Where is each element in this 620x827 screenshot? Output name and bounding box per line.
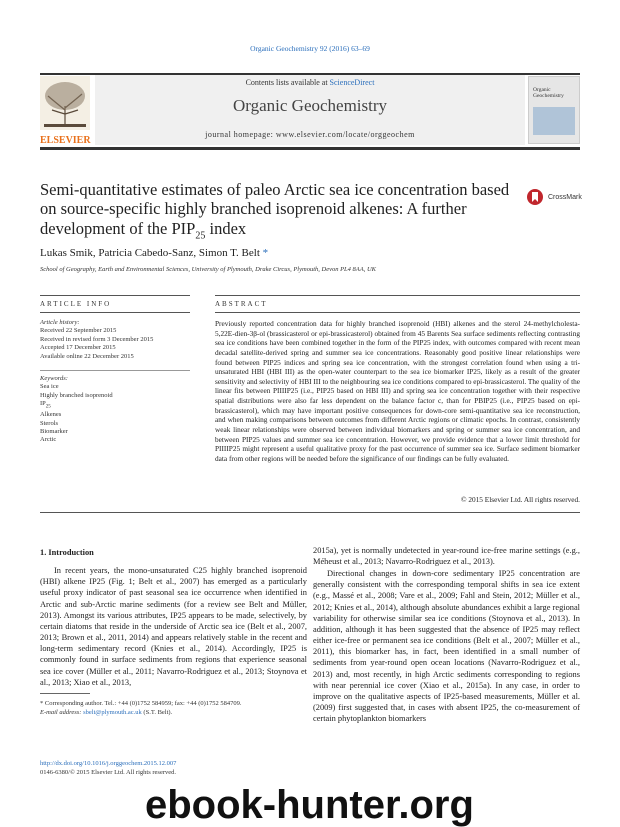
history-label: Article history: [40,319,80,326]
crossmark-label: CrossMark [548,193,582,201]
footnote-rule [40,693,90,694]
corresponding-author-marker[interactable]: * [262,247,269,259]
author-email-link[interactable]: sbelt@plymouth.ac.uk [83,708,142,716]
intro-paragraph-1: In recent years, the mono-unsaturated C25 highly branched isoprenoid (HBI) alkene IP25 (Fig. 1; Belt et al., 2007) has emerged as a particularly useful proxy indicator of past seasonal sea ice occurrence when identified in Arctic and sub-Arctic marine sediments (for a review see Belt and Müller, 2013). Amongst its various attributes, IP25 appears to be made, selectively, by certain diatoms that reside in the underside of Arctic sea ice (Belt et al., 2007, 2013; Brown et al., 2011, 2014) and appears relatively stable in the recent and long-term sedimentary record (Knies et al., 2014). Accordingly, IP25 is commonly found in surface sediments from regions that experience seasonal sea ice cover (Müller et al., 2011; Navarro-Rodriguez et al., 2013; Stoynova et al., 2013; Xiao et al., 2013, [40,566,307,687]
keywords-label: Keywords: [40,375,68,382]
contents-line [95,78,525,87]
author-list: Lukas Smik, Patricia Cabedo-Sanz, Simon T. Belt * [40,247,269,259]
intro-heading: 1. Introduction [40,548,94,557]
corresponding-author-note: * Corresponding author. Tel.: +44 (0)1752 584959; fax: +44 (0)1752 584709. [40,700,242,707]
abstract-rule [215,312,580,313]
keywords [40,375,190,445]
sciencedirect-link[interactable]: ScienceDirect [329,78,375,87]
corresponding-author-footnote [40,700,320,718]
cover-image [533,107,575,135]
history-item: Available online 22 December 2015 [40,352,134,360]
keyword: Sterols [40,419,59,427]
intro-paragraph-1-continued: 2015a), yet is normally undetected in year-round ice-free marine settings (e.g., Méheust et al., 2013; Navarro-Rodriguez et al., 2013). [313,546,580,567]
watermark-text: ebook-hunter.org [145,783,474,827]
journal-homepage[interactable]: journal homepage: www.elsevier.com/locate/orggeochem [205,130,415,139]
article-info-rule-top [40,295,190,296]
elsevier-wordmark: ELSEVIER [40,135,91,146]
article-footer [40,760,320,778]
intro-paragraph-2: Directional changes in down-core sedimentary IP25 concentration are generally consistent with the corresponding temporal shifts in sea ice extent (e.g., Massé et al., 2008; Vare et al., 2009; Fahl and Stein, 2012; Müller et al., 2012; Knies et al., 2014), although absolute abundances exhibit a large regional variability for otherwise similar sea ice conditions (Stoynova et al., 2013). In addition, although it has been suggested that the absence of IP25 may reflect either ice-free or permanent sea ice conditions (Belt et al., 2007; Müller et al., 2011), this biomarker has, in fact, been identified in a small number of sediments from year-round open ocean locations (Navarro-Rodriguez et al., 2013) and, most recently, in high Arctic sediments corresponding to regions with near perennial ice cover (Xiao et al., 2015a). In any case, in order to improve on the qualitative aspects of IP25-based measurements, Müller et al. (2009) first suggested that, in cases with absent IP25, the co-measurement of certain phytoplankton biomarkers [313,569,580,724]
crossmark-badge[interactable] [526,188,586,208]
keyword: $IP_{25}$ [40,400,51,410]
keyword: Highly branched isoprenoid [40,391,113,399]
abstract-text: Previously reported concentration data for highly branched isoprenoid (HBI) alkenes and the sterol 24-methylcholesta-5,22E-dien-3β-ol (brassicasterol or epi-brassicasterol) obtained from 45 Barents Sea surface sediments reflecting contrasting sea ice conditions have been combined together in the form of the PIP25 index, with outcomes compared with recent mean decadal satellite-derived spring and summer sea ice concentrations. Reasonably good positive linear relationships were found between PIP25 indices and spring sea ice concentration, with the strongest correlation found when using a tri-unsaturated HBI (HBI III) as the open-water counterpart to the sea ice biomarker IP25, likely as a result of the greater sensitivity and selectivity of HBI III to the neighbouring sea ice conditions compared to epi-brassicasterol. The quality of the linear fits between PIIIIP25 (i.e., PIP25 based on HBI III) and spring sea ice concentration together with their respective spatial distributions were also far less dependent on the balance factor c, than for PBIP25 (i.e., PIP25 based on epi-brassicasterol), which may have important positive consequences for down-core semi-quantitative sea ice reconstruction, and when making comparisons between outcomes from different Arctic regions or climatic epochs. In contrast, consistently weak linear relationships were observed between individual biomarkers and spring or summer sea ice concentration, and between PIP25 values and summer sea ice concentration. However, we provide evidence that a lower limit threshold for PIIIIP25 might represent a useful qualitative proxy for the past occurrence of summer sea ice. Surface sediment biomarker data from other regions will be needed before the significance of our findings can be fully evaluated. [215,319,580,463]
abstract-heading: ABSTRACT [215,300,268,308]
issn-copyright: 0146-6380/© 2015 Elsevier Ltd. All rights reserved. [40,768,176,776]
history-item: Received in revised form 3 December 2015 [40,335,154,343]
contents-prefix: Contents lists available at [245,78,330,87]
article-info-rule [40,312,190,313]
header-bottom-rule [40,147,580,150]
email-suffix: (S.T. Belt). [141,708,173,716]
history-item: Accepted 17 December 2015 [40,344,116,352]
keyword: Arctic [40,436,57,444]
crossmark-icon [526,188,544,206]
journal-cover-thumbnail [528,76,580,144]
email-label: E-mail address: [40,708,84,716]
abstract-bottom-rule [40,512,580,513]
history-item: Received 22 September 2015 [40,327,117,335]
doi-link[interactable]: http://dx.doi.org/10.1016/j.orggeochem.2015.12.007 [40,760,177,767]
article-title: Semi-quantitative estimates of paleo Arctic sea ice concentration based on source-specific highly branched isoprenoid alkenes: A further development of the $PIP_{25}$ index [40,180,510,242]
info-divider [40,370,190,371]
cover-title: Organic Geochemistry [533,87,564,100]
journal-citation: Organic Geochemistry 92 (2016) 63–69 [250,44,370,53]
abstract-copyright: © 2015 Elsevier Ltd. All rights reserved. [460,495,580,504]
elsevier-logo [40,76,90,144]
keyword: Biomarker [40,427,68,435]
affiliation: School of Geography, Earth and Environmental Sciences, University of Plymouth, Drake Circus, Plymouth, Devon PL4 8AA, UK [40,266,377,273]
keyword: Alkenes [40,411,62,419]
article-info-heading: ARTICLE INFO [40,300,112,308]
article-history [40,319,190,361]
journal-title: Organic Geochemistry [232,96,388,115]
keyword: Sea ice [40,383,59,391]
abstract-rule-top [215,295,580,296]
